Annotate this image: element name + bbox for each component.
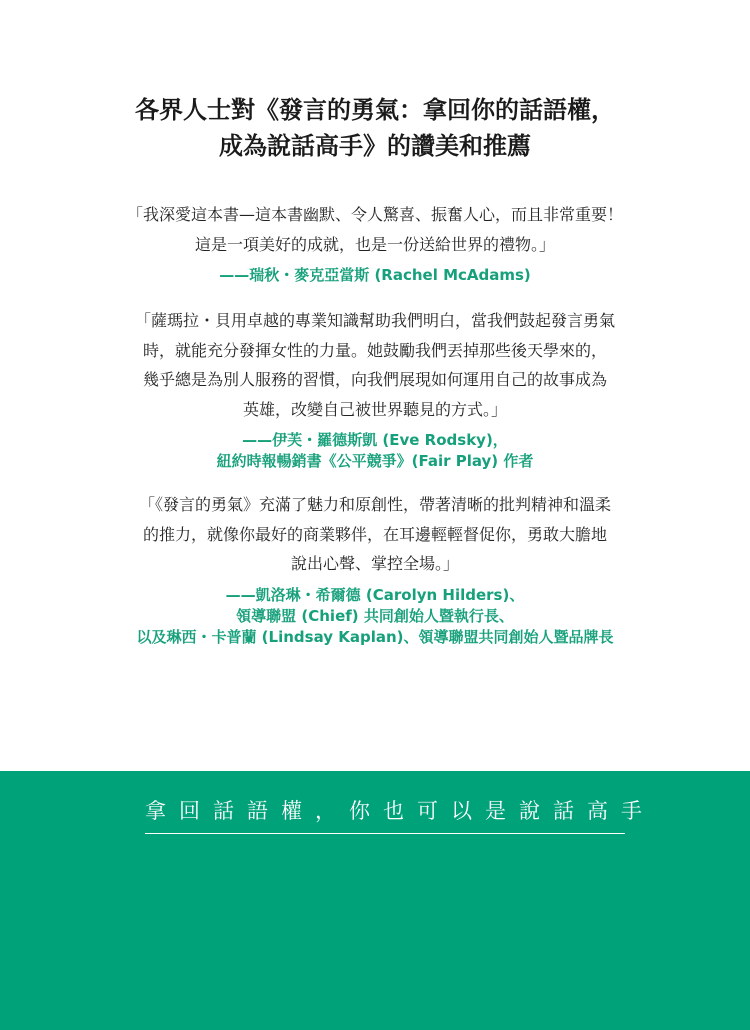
page-heading — [0, 92, 750, 164]
quote-line: 「薩瑪拉・貝用卓越的專業知識幫助我們明白，當我們鼓起發言勇氣 — [134, 311, 615, 330]
attribution-line: 領導聯盟 (Chief) 共同創始人暨執行長、 — [236, 606, 514, 625]
testimonial-eve-rodsky — [0, 306, 750, 472]
attribution-line: ——伊芙・羅德斯凱 (Eve Rodsky)， — [242, 431, 508, 449]
heading-line-2: 成為說話高手》的讚美和推薦 — [219, 132, 531, 160]
band-underline — [145, 833, 625, 834]
quote-attribution — [0, 585, 750, 648]
attribution-line: ——瑞秋・麥克亞當斯 (Rachel McAdams) — [219, 266, 531, 284]
quote-line: 英雄，改變自己被世界聽見的方式。」 — [242, 399, 507, 419]
testimonial-rachel-mcadams — [0, 200, 750, 286]
quote-text — [0, 306, 750, 424]
band-title: 拿回話語權，你也可以是說話高手 — [145, 799, 655, 823]
quote-attribution — [0, 430, 750, 472]
attribution-line: 以及琳西・卡普蘭 (Lindsay Kaplan)、領導聯盟共同創始人暨品牌長 — [136, 627, 614, 646]
heading-line-1: 各界人士對《發言的勇氣：拿回你的話語權， — [135, 96, 615, 124]
quote-line: 的推力，就像你最好的商業夥伴，在耳邊輕輕督促你，勇敢大膽地 — [142, 524, 607, 544]
quote-line: 這是一項美好的成就，也是一份送給世界的禮物。」 — [194, 234, 555, 254]
attribution-line: 紐約時報暢銷書《公平競爭》(Fair Play) 作者 — [216, 452, 534, 470]
quote-line: 說出心聲、掌控全場。」 — [290, 554, 459, 573]
quote-text — [0, 200, 750, 259]
quote-line: 時，就能充分發揮女性的力量。她鼓勵我們丟掉那些後天學來的， — [142, 340, 607, 360]
quote-text — [0, 490, 750, 579]
quote-attribution — [0, 265, 750, 286]
quote-line: 「我深愛這本書—這本書幽默、令人驚喜、振奮人心，而且非常重要！ — [126, 205, 623, 224]
attribution-line: ——凱洛琳・希爾德 (Carolyn Hilders)、 — [225, 585, 525, 604]
testimonial-chief-founders — [0, 490, 750, 648]
quote-line: 「《發言的勇氣》充滿了魅力和原創性，帶著清晰的批判精神和溫柔 — [138, 495, 611, 514]
quote-line: 幾乎總是為別人服務的習慣，向我們展現如何運用自己的故事成為 — [142, 370, 607, 389]
